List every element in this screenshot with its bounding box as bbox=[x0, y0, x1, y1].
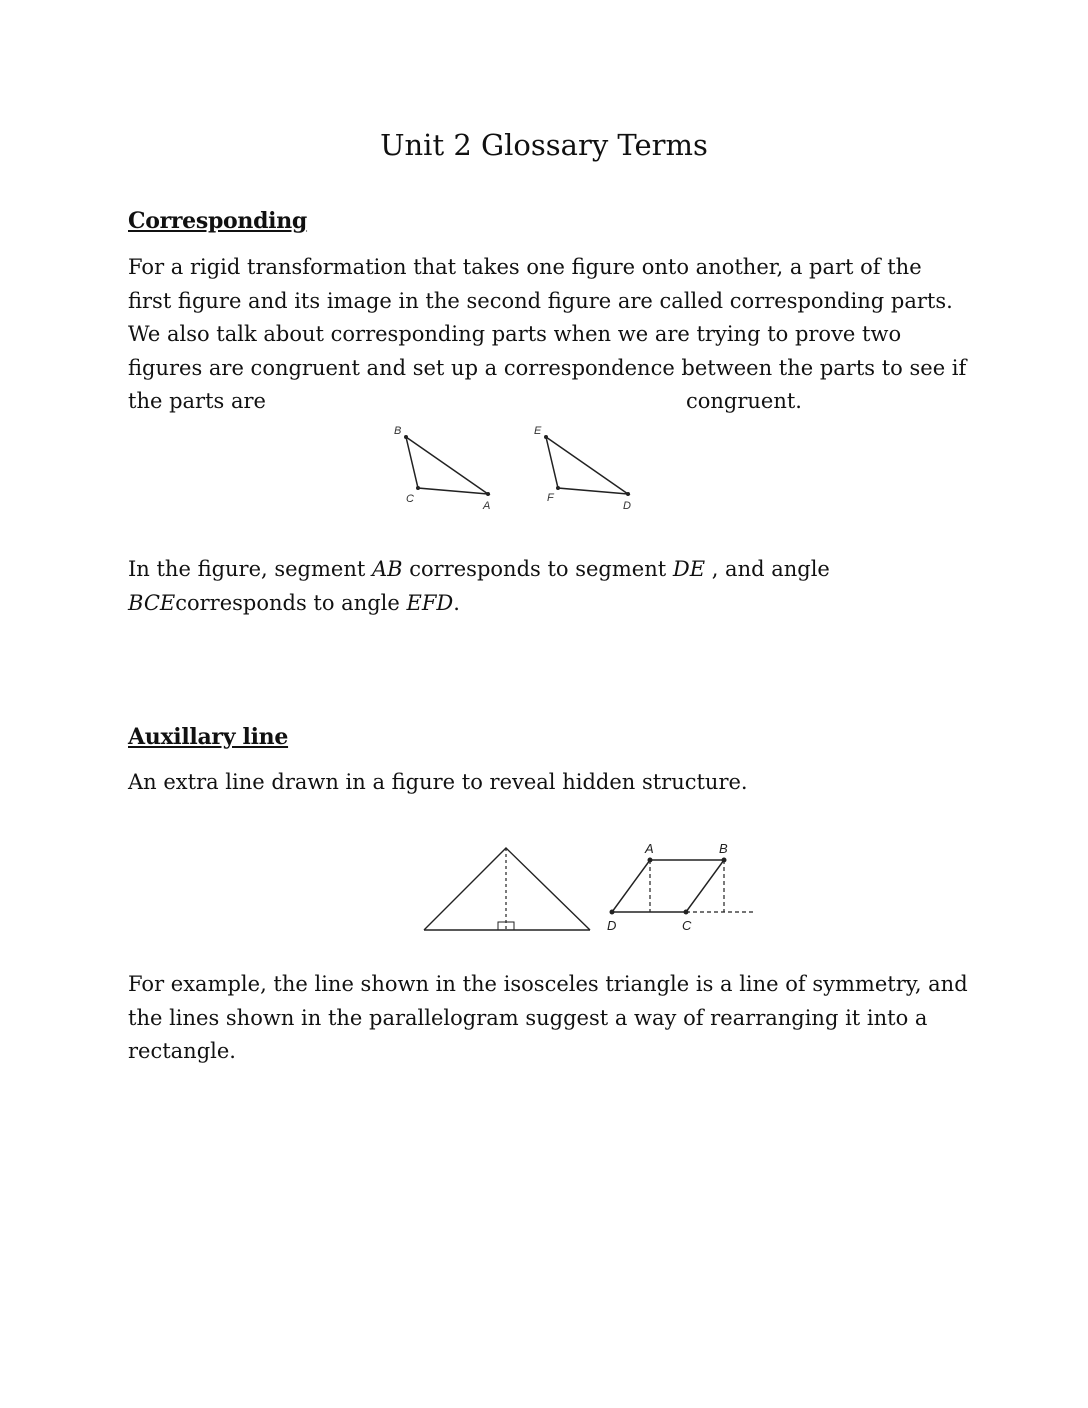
definition-line: figures are congruent and set up a correspondence between the parts to see if bbox=[128, 355, 967, 380]
label-b: B bbox=[719, 841, 728, 856]
angle-bce: BCE bbox=[128, 590, 176, 615]
term-heading-auxillary-line: Auxillary line bbox=[128, 724, 289, 750]
definition-line: An extra line drawn in a figure to reveal hidden structure. bbox=[128, 770, 748, 794]
segment-de: DE bbox=[672, 557, 706, 581]
definition-line: first figure and its image in the second figure are called corresponding parts. bbox=[128, 288, 953, 313]
page-title: Unit 2 Glossary Terms bbox=[380, 128, 708, 162]
label-f: F bbox=[547, 492, 554, 504]
definition-line-last bbox=[128, 385, 968, 419]
definition-auxillary-line bbox=[128, 766, 968, 800]
example-corresponding bbox=[128, 553, 968, 620]
example-line: In the figure, segment AB corresponds to segment DE , and angle bbox=[128, 557, 830, 581]
label-a: A bbox=[483, 500, 491, 512]
term-heading-corresponding: Corresponding bbox=[128, 208, 308, 234]
auxillary-line-figure bbox=[420, 838, 760, 938]
label-d: D bbox=[623, 500, 631, 512]
auxillary-lines-parallelogram bbox=[650, 860, 754, 912]
example-line: the lines shown in the parallelogram suggest a way of rearranging it into a bbox=[128, 1005, 928, 1030]
example-line: BCEcorresponds to angle EFD. bbox=[128, 590, 460, 615]
definition-line-end: congruent. bbox=[685, 389, 802, 413]
label-d: D bbox=[607, 918, 617, 933]
triangle-abc bbox=[406, 437, 488, 494]
label-a: A bbox=[645, 841, 654, 856]
example-line: rectangle. bbox=[128, 1039, 236, 1063]
segment-ab: AB bbox=[371, 557, 403, 581]
label-b: B bbox=[394, 425, 402, 437]
definition-line: We also talk about corresponding parts when we are trying to prove two bbox=[128, 322, 902, 346]
example-auxillary-line bbox=[128, 968, 968, 1069]
definition-line: For a rigid transformation that takes one figure onto another, a part of the bbox=[128, 255, 922, 279]
angle-efd: EFD bbox=[406, 590, 454, 615]
triangle-def bbox=[546, 437, 628, 494]
label-c: C bbox=[406, 493, 414, 505]
label-e: E bbox=[534, 425, 542, 437]
corresponding-triangles-figure bbox=[380, 420, 660, 520]
label-c: C bbox=[682, 918, 692, 933]
definition-line-start: the parts are bbox=[128, 389, 266, 413]
parallelogram-abcd bbox=[612, 860, 724, 912]
isosceles-triangle bbox=[424, 848, 590, 930]
example-line: For example, the line shown in the isosceles triangle is a line of symmetry, and bbox=[128, 972, 968, 996]
definition-corresponding bbox=[128, 251, 968, 419]
